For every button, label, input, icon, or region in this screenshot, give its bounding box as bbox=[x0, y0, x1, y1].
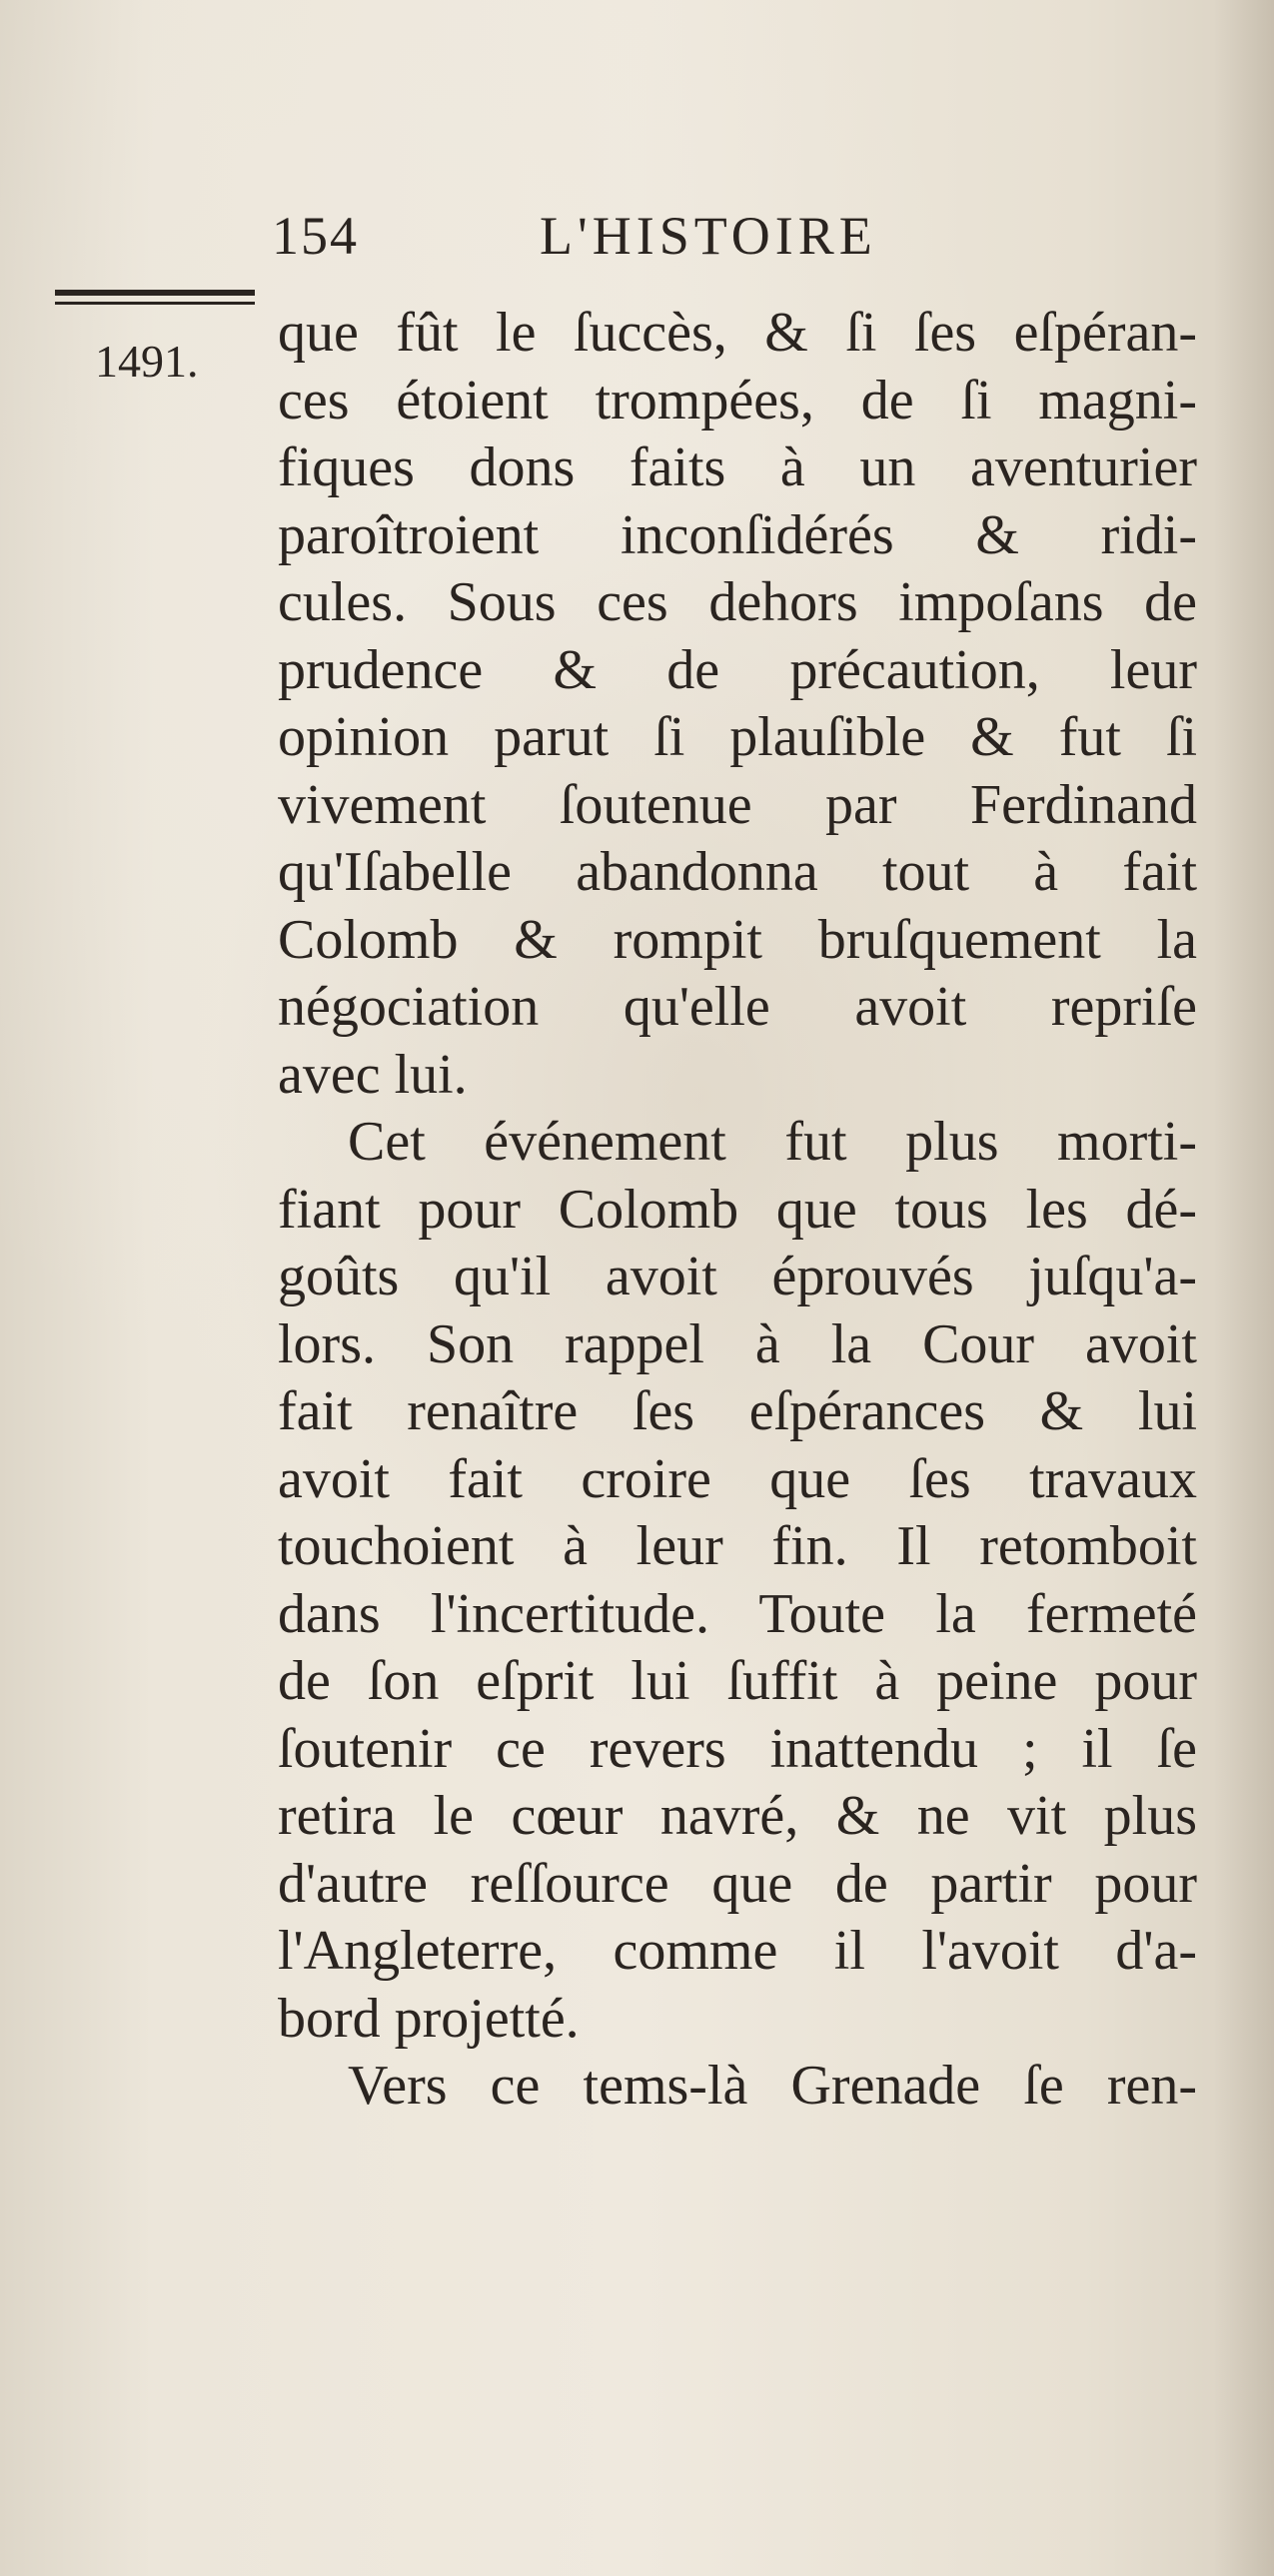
margin-rule-thin bbox=[55, 302, 255, 305]
text-line: fait renaître ſes eſpérances & lui bbox=[278, 1380, 1197, 1442]
page-number: 154 bbox=[272, 206, 359, 266]
margin-rule-thick bbox=[55, 290, 255, 296]
text-line: de ſon eſprit lui ſuffit à peine pour bbox=[278, 1650, 1197, 1712]
text-line: cules. Sous ces dehors impoſans de bbox=[278, 571, 1197, 633]
text-line: opinion parut ſi plauſible & fut ſi bbox=[278, 706, 1197, 768]
text-line: avoit fait croire que ſes travaux bbox=[278, 1447, 1197, 1510]
text-line: dans l'incertitude. Toute la fermeté bbox=[278, 1582, 1197, 1645]
margin-year-note: 1491. bbox=[95, 336, 199, 387]
running-head: L'HISTOIRE bbox=[540, 206, 877, 266]
body-text bbox=[278, 300, 1197, 2121]
text-line: goûts qu'il avoit éprouvés juſqu'a- bbox=[278, 1246, 1197, 1307]
text-line: vivement ſoutenue par Ferdinand bbox=[278, 773, 1197, 836]
text-line: touchoient à leur fin. Il retomboit bbox=[278, 1515, 1197, 1577]
page-header bbox=[272, 205, 971, 275]
text-line: bord projetté. bbox=[278, 1987, 580, 2050]
text-line: paroîtroient inconſidérés & ridi- bbox=[278, 503, 1197, 566]
text-line: d'autre reſſource que de partir pour bbox=[278, 1852, 1197, 1915]
text-line: Cet événement fut plus morti- bbox=[348, 1111, 1197, 1173]
text-line: ces étoient trompées, de ſi magni- bbox=[278, 369, 1197, 431]
text-line: lors. Son rappel à la Cour avoit bbox=[278, 1312, 1197, 1375]
page-edge-shadow bbox=[1214, 0, 1274, 2576]
text-line: qu'Iſabelle abandonna tout à fait bbox=[278, 841, 1197, 903]
text-line: l'Angleterre, comme il l'avoit d'a- bbox=[278, 1920, 1197, 1982]
text-line: négociation qu'elle avoit repriſe bbox=[278, 976, 1197, 1038]
text-line: que fût le ſuccès, & ſi ſes eſpéran- bbox=[278, 302, 1197, 364]
text-line: Colomb & rompit bruſquement la bbox=[278, 908, 1197, 971]
text-line: Vers ce tems-là Grenade ſe ren- bbox=[348, 2055, 1197, 2117]
text-line: avec lui. bbox=[278, 1043, 468, 1106]
text-line: prudence & de précaution, leur bbox=[278, 638, 1197, 701]
text-line: retira le cœur navré, & ne vit plus bbox=[278, 1785, 1197, 1847]
text-line: fiques dons faits à un aventurier bbox=[278, 436, 1197, 498]
text-line: ſoutenir ce revers inattendu ; il ſe bbox=[278, 1717, 1197, 1780]
text-line: fiant pour Colomb que tous les dé- bbox=[278, 1178, 1197, 1241]
